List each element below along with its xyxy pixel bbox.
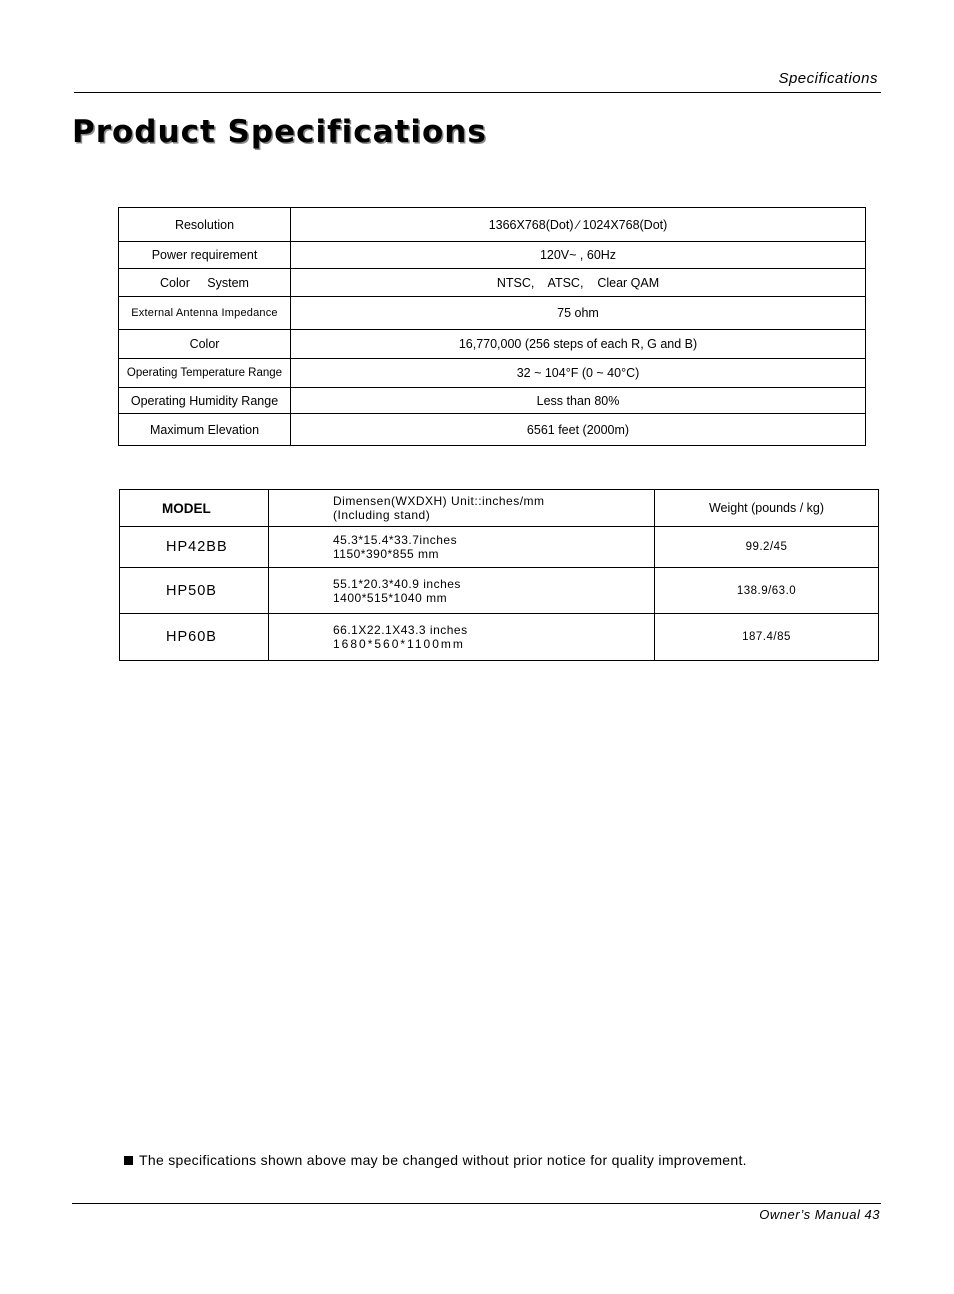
table-header-row — [120, 490, 879, 527]
spec-row — [119, 330, 866, 359]
page-footer: Owner’s Manual 43 — [759, 1207, 880, 1222]
dimensions-inches: 55.1*20.3*40.9 inches — [333, 576, 461, 591]
page-title: Product Specifications — [72, 114, 487, 150]
spec-label: Operating Temperature Range — [119, 359, 291, 388]
spec-label: Maximum Elevation — [119, 414, 291, 446]
model-specs-table — [119, 489, 879, 661]
model-dimensions — [269, 614, 655, 661]
header-divider — [74, 92, 881, 93]
spec-row — [119, 242, 866, 269]
spec-value: 32 ~ 104°F (0 ~ 40°C) — [291, 359, 866, 388]
model-weight: 138.9/63.0 — [655, 568, 879, 614]
section-title: Specifications — [778, 70, 878, 87]
table-row — [120, 527, 879, 568]
dimension-header-line2: (Including stand) — [333, 508, 431, 522]
square-bullet-icon — [124, 1156, 133, 1165]
dimensions-inches: 45.3*15.4*33.7inches — [333, 533, 458, 547]
weight-column-header: Weight (pounds / kg) — [655, 490, 879, 527]
spec-value: 6561 feet (2000m) — [291, 414, 866, 446]
spec-value: 75 ohm — [291, 297, 866, 330]
spec-label: Color System — [119, 269, 291, 297]
spec-row — [119, 414, 866, 446]
model-name: HP50B — [120, 568, 269, 614]
spec-row — [119, 297, 866, 330]
spec-row — [119, 269, 866, 297]
spec-value: 16,770,000 (256 steps of each R, G and B) — [291, 330, 866, 359]
spec-row — [119, 208, 866, 242]
dimensions-mm: 1400*515*1040 mm — [333, 590, 448, 605]
model-dimensions — [269, 568, 655, 614]
footer-divider — [72, 1203, 881, 1204]
spec-value: 1366X768(Dot) ∕ 1024X768(Dot) — [291, 208, 866, 242]
model-dimensions — [269, 527, 655, 568]
model-weight: 187.4/85 — [655, 614, 879, 661]
model-name: HP42BB — [120, 527, 269, 568]
dimension-header-line1: Dimensen(WXDXH) Unit::inches/mm — [333, 494, 545, 508]
spec-row — [119, 388, 866, 414]
spec-row — [119, 359, 866, 388]
dimensions-inches: 66.1X22.1X43.3 inches — [333, 623, 468, 637]
table-row — [120, 568, 879, 614]
spec-value: 120V~ , 60Hz — [291, 242, 866, 269]
spec-label: Power requirement — [119, 242, 291, 269]
dimension-column-header — [269, 490, 655, 527]
dimensions-mm: 1680*560*1100mm — [333, 637, 465, 651]
general-specs-table — [118, 207, 866, 446]
spec-label: Resolution — [119, 208, 291, 242]
spec-value: Less than 80% — [291, 388, 866, 414]
spec-value: NTSC, ATSC, Clear QAM — [291, 269, 866, 297]
table-row — [120, 614, 879, 661]
model-column-header: MODEL — [120, 490, 269, 527]
disclaimer-note — [124, 1152, 747, 1168]
spec-label: Operating Humidity Range — [119, 388, 291, 414]
spec-label: External Antenna Impedance — [119, 297, 291, 330]
model-weight: 99.2/45 — [655, 527, 879, 568]
dimensions-mm: 1150*390*855 mm — [333, 547, 440, 561]
spec-label: Color — [119, 330, 291, 359]
model-name: HP60B — [120, 614, 269, 661]
note-text: The specifications shown above may be changed without prior notice for quality improvement. — [139, 1152, 747, 1168]
